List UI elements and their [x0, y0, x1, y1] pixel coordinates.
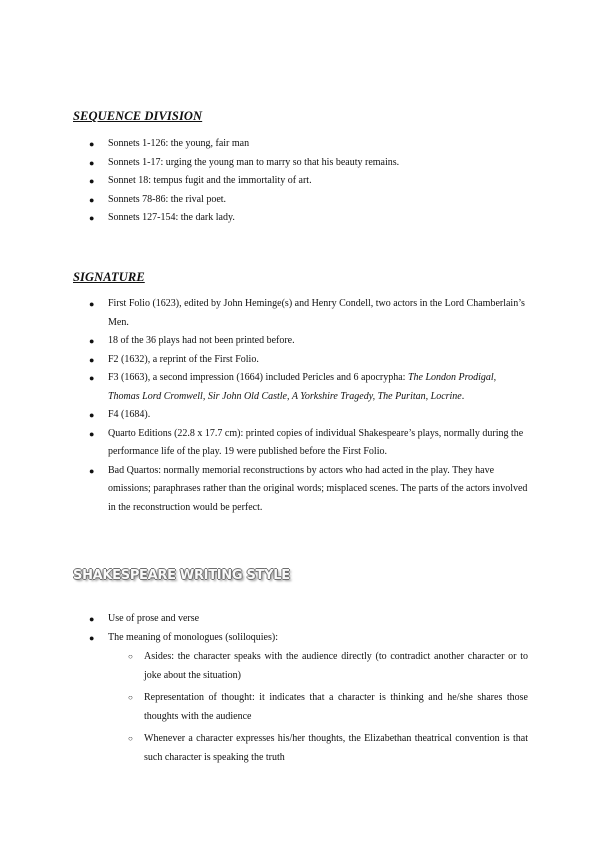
bullet-icon: ●: [89, 336, 95, 346]
list-item: ● Sonnets 1-17: urging the young man to marry so that his beauty remains.: [89, 154, 529, 173]
sublist-item: ○ Asides: the character speaks with the audience directly (to contradict another character or to joke about the situation): [128, 648, 528, 685]
bullet-icon: ●: [89, 465, 95, 476]
list-item: ● F3 (1663), a second impression (1664) included Pericles and 6 apocrypha: The London Prodigal, Thomas Lord Cromwell, Sir John Old Castle, A Yorkshire Tragedy, The Puritan, Locrine.: [89, 369, 529, 406]
heading-signature: SIGNATURE: [73, 270, 145, 284]
circle-bullet-icon: ○: [128, 734, 133, 743]
bullet-icon: ●: [89, 157, 95, 168]
bullet-icon: ●: [89, 213, 95, 223]
list-item: ● F2 (1632), a reprint of the First Folio.: [89, 351, 529, 370]
list-item: ● 18 of the 36 plays had not been printed before.: [89, 332, 529, 351]
list-item: ● Use of prose and verse: [89, 610, 529, 629]
heading-writing-style: SHAKESPEARE WRITING STYLE: [73, 568, 290, 583]
bullet-icon: ●: [89, 428, 95, 439]
list-item: ● Sonnet 18: tempus fugit and the immortality of art.: [89, 172, 529, 191]
list-sequence-division: [89, 135, 529, 228]
sublist-item: ○ Representation of thought: it indicates that a character is thinking and he/she shares those thoughts with the audience: [128, 689, 528, 726]
circle-bullet-icon: ○: [128, 652, 133, 661]
bullet-icon: ●: [89, 632, 95, 643]
circle-bullet-icon: ○: [128, 693, 133, 702]
bullet-icon: ●: [89, 139, 95, 149]
list-writing-style: [89, 610, 529, 771]
sublist-monologues: [128, 648, 528, 767]
bullet-icon: ●: [89, 614, 95, 624]
list-item: ● The meaning of monologues (soliloquies): ○ Asides: the character speaks with the audience directly (to contradict another character or to joke about the situation) ○ Representation of thought: it indicates that a character is thinking and he/she shares those thoughts with the audience ○ Whenever a character expresses his/her thoughts, the Elizabethan theatrical convention is that such character is speaking the truth: [89, 629, 529, 768]
list-item: ● First Folio (1623), edited by John Heminge(s) and Henry Condell, two actors in the Lord Chamberlain’s Men.: [89, 295, 529, 332]
list-item: ● F4 (1684).: [89, 406, 529, 425]
bullet-icon: ●: [89, 354, 95, 365]
list-item: ● Sonnets 1-126: the young, fair man: [89, 135, 529, 154]
list-item: ● Sonnets 127-154: the dark lady.: [89, 209, 529, 228]
list-item: ● Quarto Editions (22.8 x 17.7 cm): printed copies of individual Shakespeare’s plays, normally during the performance life of the play. 19 were published before the First Folio.: [89, 425, 529, 462]
list-item: ● Sonnets 78-86: the rival poet.: [89, 191, 529, 210]
sublist-item: ○ Whenever a character expresses his/her thoughts, the Elizabethan theatrical convention is that such character is speaking the truth: [128, 730, 528, 767]
list-signature: [89, 295, 529, 517]
bullet-icon: ●: [89, 410, 95, 420]
bullet-icon: ●: [89, 176, 95, 186]
bullet-icon: ●: [89, 373, 95, 383]
heading-sequence-division: SEQUENCE DIVISION: [73, 109, 203, 123]
bullet-icon: ●: [89, 299, 95, 309]
bullet-icon: ●: [89, 194, 95, 205]
list-item: ● Bad Quartos: normally memorial reconstructions by actors who had acted in the play. They have omissions; paraphrases rather than the original words; misplaced scenes. The parts of the actors involved in the reconstruction would be perfect.: [89, 462, 529, 518]
